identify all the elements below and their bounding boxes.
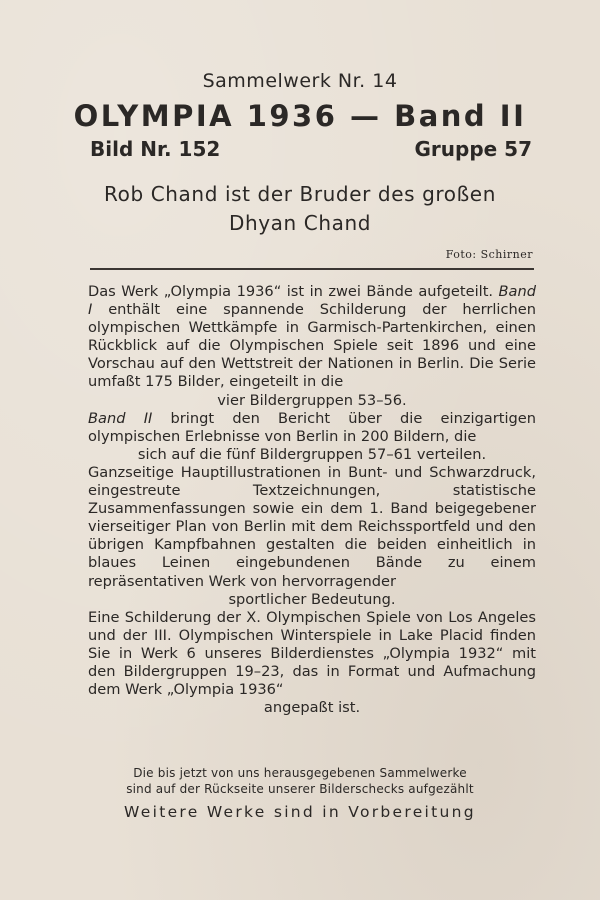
card-title: OLYMPIA 1936 — Band II (73, 99, 527, 133)
paragraph-2 (88, 410, 536, 446)
paragraph-3: Ganzseitige Hauptillustrationen in Bunt- und Schwarzdruck, eingestreute Textzeichnungen, statistische Zusammenfassungen sowie ein dem 1. Band beigegebener vierseitiger Plan von Berlin mit dem Reichssportfeld und den übrigen Kampfbahnen gestalten die beiden einheitlich in blaues Leinen eingebundenen Bände zu einem repräsentativen Werk von hervorragender (88, 463, 536, 590)
series-number: Sammelwerk Nr. 14 (202, 70, 398, 92)
caption-line-2: Dhyan Chand (228, 211, 372, 235)
paragraph-4: Eine Schilderung der X. Olympischen Spiele von Los Angeles und der III. Olympischen Winterspiele in Lake Placid finden Sie in Werk 6 unseres Bilderdienstes „Olympia 1932“ mit den Bildergruppen 19–23, das in Format und Aufmachung dem Werk „Olympia 1936“ (88, 608, 536, 699)
note-line-1: Die bis jetzt von uns herausgegebenen Sammelwerke (133, 766, 467, 780)
band-2-label: Band II (88, 409, 153, 427)
paragraph-4-end: angepaßt ist. (263, 699, 361, 717)
paragraph-1-intro: Das Werk „Olympia 1936“ ist in zwei Bände aufgeteilt. (88, 283, 494, 300)
caption-line-1: Rob Chand ist der Bruder des großen (104, 182, 496, 206)
band-1-label: Band I (88, 283, 536, 319)
paragraph-2-end: sich auf die fünf Bildergruppen 57–61 verteilen. (137, 445, 487, 463)
paragraph-3-end: sportlicher Bedeutung. (228, 590, 396, 608)
divider-line (90, 268, 534, 270)
photo-credit: Foto: Schirner (445, 248, 533, 261)
paragraph-1 (88, 283, 536, 392)
paragraph-2-text: bringt den Bericht über die einzigartigen olympischen Erlebnisse von Berlin in 200 Bildern, die (88, 409, 537, 445)
note-line-2: sind auf der Rückseite unserer Bilderschecks aufgezählt (126, 782, 474, 796)
group-number: Gruppe 57 (414, 137, 532, 161)
footer-text: Weitere Werke sind in Vorbereitung (124, 803, 476, 821)
description-text (88, 283, 536, 717)
picture-number: Bild Nr. 152 (90, 137, 221, 161)
paragraph-1-text: enthält eine spannende Schilderung der herrlichen olympischen Wettkämpfe in Garmisch-Partenkirchen, einen Rückblick auf die Olympischen Spiele seit 1896 und eine Vorschau auf den Wettstreit der Nationen in Berlin. Die Serie umfaßt 175 Bilder, eingeteilt in die (88, 301, 536, 391)
paragraph-1-end: vier Bildergruppen 53–56. (217, 391, 407, 409)
